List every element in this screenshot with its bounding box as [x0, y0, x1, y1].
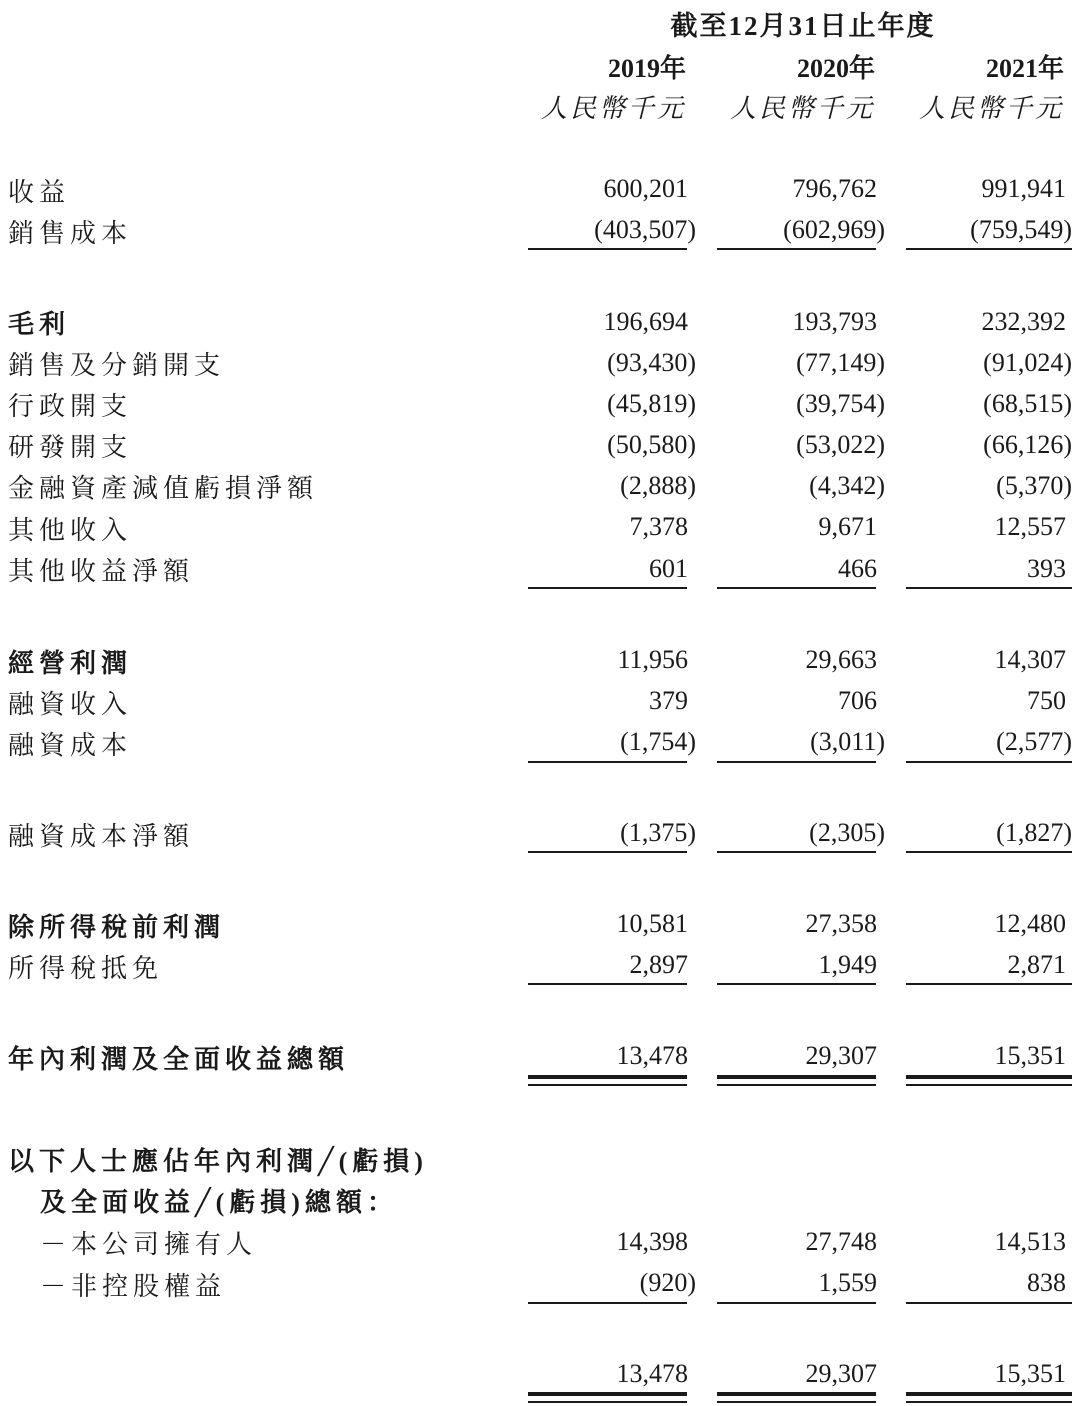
subtotal-rule [717, 851, 876, 853]
total-double-rule [717, 1392, 876, 1396]
row-value: 232,392 [981, 307, 1066, 336]
row-value: (45,819) [607, 389, 696, 418]
subtotal-rule [906, 761, 1072, 763]
row-value: 11,956 [617, 645, 688, 674]
subtotal-rule [906, 851, 1072, 853]
total-double-rule [717, 1401, 876, 1403]
row-value: (920) [639, 1268, 696, 1297]
subtotal-rule [528, 851, 687, 853]
row-value: (53,022) [796, 430, 885, 459]
row-label: 銷售及分銷開支 [8, 351, 226, 380]
row-value: 991,941 [981, 174, 1066, 203]
row-value: 196,694 [603, 307, 688, 336]
row-value: 1,559 [818, 1268, 877, 1297]
row-label: 金融資產減值虧損淨額 [8, 474, 319, 503]
row-value: (2,305) [809, 818, 885, 847]
total-double-rule [528, 1401, 687, 1403]
row-label: 研發開支 [8, 433, 133, 462]
attribution-heading: 及全面收益╱(虧損)總額： [40, 1188, 398, 1217]
year-2020-header: 2020年 [796, 54, 875, 83]
row-value: 14,307 [994, 645, 1066, 674]
row-value: 193,793 [792, 307, 877, 336]
row-value: 13,478 [616, 1041, 688, 1070]
total-double-rule [528, 1075, 687, 1079]
row-value: (602,969) [783, 215, 885, 244]
row-value: 27,748 [805, 1227, 877, 1256]
row-value: (759,549) [970, 215, 1072, 244]
row-value: 12,480 [994, 909, 1066, 938]
row-value: 14,398 [616, 1227, 688, 1256]
subtotal-rule [717, 983, 876, 985]
subtotal-rule [528, 1302, 687, 1304]
row-value: (5,370) [996, 471, 1072, 500]
row-value: (91,024) [983, 348, 1072, 377]
row-value: (2,888) [620, 471, 696, 500]
row-value: 10,581 [616, 909, 688, 938]
row-label: 毛利 [8, 310, 71, 339]
unit-2019-header: 人民幣千元 [540, 94, 686, 123]
row-value: 600,201 [603, 174, 688, 203]
row-label: －本公司擁有人 [40, 1230, 258, 1259]
subtotal-rule [906, 587, 1072, 589]
attribution-total-value: 29,307 [805, 1359, 877, 1388]
subtotal-rule [717, 761, 876, 763]
attribution-total-value: 13,478 [616, 1359, 688, 1388]
row-label: 行政開支 [8, 392, 133, 421]
row-label: 融資成本 [8, 731, 133, 760]
row-value: 706 [838, 686, 877, 715]
subtotal-rule [717, 1302, 876, 1304]
row-value: 750 [1027, 686, 1066, 715]
subtotal-rule [528, 587, 687, 589]
row-value: (1,827) [996, 818, 1072, 847]
total-double-rule [717, 1084, 876, 1086]
subtotal-rule [528, 248, 687, 250]
subtotal-rule [717, 587, 876, 589]
year-2019-header: 2019年 [607, 54, 686, 83]
attribution-total-value: 15,351 [994, 1359, 1066, 1388]
row-value: 1,949 [818, 950, 877, 979]
row-value: 14,513 [994, 1227, 1066, 1256]
row-value: (403,507) [594, 215, 696, 244]
row-value: (1,754) [620, 727, 696, 756]
row-value: 27,358 [805, 909, 877, 938]
row-value: (3,011) [810, 727, 885, 756]
total-double-rule [906, 1075, 1072, 1079]
year-2021-header: 2021年 [985, 54, 1064, 83]
row-value: 379 [649, 686, 688, 715]
row-value: 29,307 [805, 1041, 877, 1070]
total-double-rule [906, 1401, 1072, 1403]
row-label: 融資成本淨額 [8, 822, 195, 851]
row-value: (66,126) [983, 430, 1072, 459]
row-value: 838 [1027, 1268, 1066, 1297]
row-value: 29,663 [805, 645, 877, 674]
row-value: 796,762 [792, 174, 877, 203]
row-value: (39,754) [796, 389, 885, 418]
row-value: (2,577) [996, 727, 1072, 756]
row-value: (68,515) [983, 389, 1072, 418]
row-value: 12,557 [994, 512, 1066, 541]
row-label: 其他收入 [8, 516, 133, 545]
row-value: (1,375) [620, 818, 696, 847]
unit-2021-header: 人民幣千元 [918, 94, 1064, 123]
total-double-rule [906, 1084, 1072, 1086]
total-double-rule [528, 1084, 687, 1086]
row-label: 所得稅抵免 [8, 954, 164, 983]
attribution-heading: 以下人士應佔年內利潤╱(虧損) [8, 1147, 428, 1176]
row-value: 9,671 [818, 512, 877, 541]
row-label: 銷售成本 [8, 219, 133, 248]
total-double-rule [528, 1392, 687, 1396]
subtotal-rule [528, 983, 687, 985]
unit-2020-header: 人民幣千元 [729, 94, 875, 123]
row-label: 年內利潤及全面收益總額 [8, 1045, 350, 1074]
row-value: (4,342) [809, 471, 885, 500]
total-double-rule [906, 1392, 1072, 1396]
subtotal-rule [906, 983, 1072, 985]
row-value: 15,351 [994, 1041, 1066, 1070]
row-value: 601 [649, 554, 688, 583]
row-label: －非控股權益 [40, 1272, 227, 1301]
row-label: 其他收益淨額 [8, 557, 195, 586]
subtotal-rule [528, 761, 687, 763]
row-value: (50,580) [607, 430, 696, 459]
row-value: (93,430) [607, 348, 696, 377]
row-value: (77,149) [796, 348, 885, 377]
total-double-rule [717, 1075, 876, 1079]
row-label: 融資收入 [8, 690, 133, 719]
subtotal-rule [906, 1302, 1072, 1304]
row-label: 收益 [8, 178, 71, 207]
row-value: 393 [1027, 554, 1066, 583]
subtotal-rule [906, 248, 1072, 250]
subtotal-rule [717, 248, 876, 250]
row-value: 2,897 [629, 950, 688, 979]
row-value: 466 [838, 554, 877, 583]
row-value: 7,378 [629, 512, 688, 541]
row-label: 經營利潤 [8, 649, 133, 678]
row-label: 除所得稅前利潤 [8, 913, 226, 942]
row-value: 2,871 [1007, 950, 1066, 979]
period-heading: 截至12月31日止年度 [670, 11, 936, 41]
